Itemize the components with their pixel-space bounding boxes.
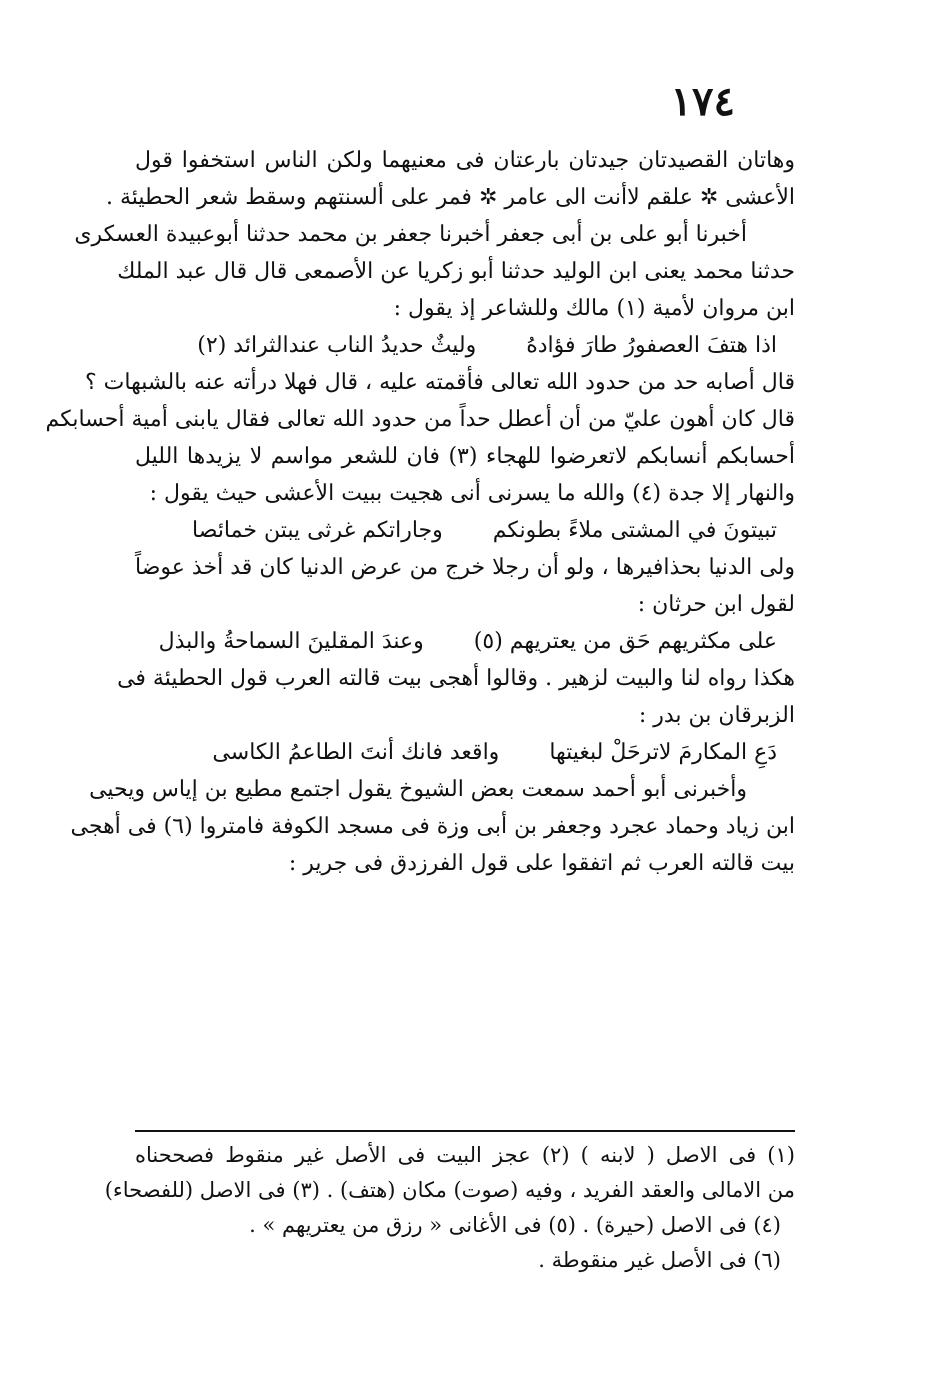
body-line: والنهار إلا جدة (٤) والله ما يسرنى أنى هجيت ببيت الأعشى حيث يقول :	[149, 481, 795, 506]
body-text	[45, 142, 795, 882]
body-line: ولى الدنيا بحذافيرها ، ولو أن رجلا خرج من عرض الدنيا كان قد أخذ عوضاً	[135, 555, 795, 580]
verse-line	[135, 734, 795, 771]
verse-second-hemistich: وليثٌ حديدُ الناب عندالثرائد (٢)	[197, 333, 477, 358]
verse-first-hemistich: تبيتونَ في المشتى ملاءً بطونكم	[492, 518, 777, 543]
body-line: أخبرنا أبو على بن أبى جعفر أخبرنا جعفر بن محمد حدثنا أبوعبيدة العسكرى	[74, 222, 747, 247]
verse-second-hemistich: وعندَ المقلينَ السماحةُ والبذل	[158, 629, 424, 654]
body-line: الأعشى ✲ علقم لاأنت الى عامر ✲ فمر على ألسنتهم وسقط شعر الحطيئة .	[105, 185, 795, 210]
body-line: ابن زياد وحماد عجرد وجعفر بن أبى وزة فى مسجد الكوفة فامتروا (٦) فى أهجى	[70, 814, 795, 839]
body-line: بيت قالته العرب ثم اتفقوا على قول الفرزدق فى جرير :	[288, 851, 795, 876]
footnote-line: (١) فى الاصل ( لابنه ) (٢) عجز البيت فى الأصل غير منقوط فصححناه	[135, 1143, 795, 1167]
body-line: قال أصابه حد من حدود الله تعالى فأقمته عليه ، قال فهلا درأته عنه بالشبهات ؟	[85, 370, 795, 395]
footnote-divider	[135, 1130, 795, 1132]
verse-first-hemistich: اذا هتفَ العصفورُ طارَ فؤادهُ	[526, 333, 777, 358]
body-line: قال كان أهون عليّ من أن أعطل حداً من حدود الله تعالى فقال يابنى أمية أحسابكم	[45, 407, 795, 432]
body-line: أحسابكم أنسابكم لاتعرضوا للهجاء (٣) فان للشعر مواسم لا يزيدها الليل	[135, 444, 795, 469]
body-line: الزبرقان بن بدر :	[638, 703, 795, 728]
page-number: ١٧٤	[670, 78, 735, 125]
verse-second-hemistich: واقعد فانك أنتَ الطاعمُ الكاسى	[212, 740, 500, 765]
verse-line	[135, 327, 795, 364]
footnote-line: (٦) فى الأصل غير منقوطة .	[538, 1248, 781, 1272]
verse-first-hemistich: دَعِ المكارمَ لاترحَلْ لبغيتها	[549, 740, 777, 765]
body-line: وهاتان القصيدتان جيدتان بارعتان فى معنيهما ولكن الناس استخفوا قول	[135, 148, 795, 173]
body-line: لقول ابن حرثان :	[637, 592, 795, 617]
verse-line	[135, 623, 795, 660]
footnote-line: من الامالى والعقد الفريد ، وفيه (صوت) مكان (هتف) . (٣) فى الاصل (للفصحاء)	[104, 1178, 795, 1202]
body-line: ابن مروان لأمية (١) مالك وللشاعر إذ يقول :	[393, 296, 795, 321]
body-line: وأخبرنى أبو أحمد سمعت بعض الشيوخ يقول اجتمع مطيع بن إياس ويحيى	[89, 777, 747, 802]
verse-second-hemistich: وجاراتكم غرثى يبتن خمائصا	[192, 518, 443, 543]
footnotes	[104, 1138, 795, 1278]
footnote-line: (٤) فى الاصل (حيرة) . (٥) فى الأغانى « رزق من يعتريهم » .	[249, 1213, 781, 1237]
body-line: هكذا رواه لنا والبيت لزهير . وقالوا أهجى بيت قالته العرب قول الحطيئة فى	[117, 666, 795, 691]
verse-first-hemistich: على مكثريهم حَق من يعتريهم (٥)	[473, 629, 777, 654]
verse-line	[135, 512, 795, 549]
body-line: حدثنا محمد يعنى ابن الوليد حدثنا أبو زكريا عن الأصمعى قال قال عبد الملك	[117, 259, 795, 284]
